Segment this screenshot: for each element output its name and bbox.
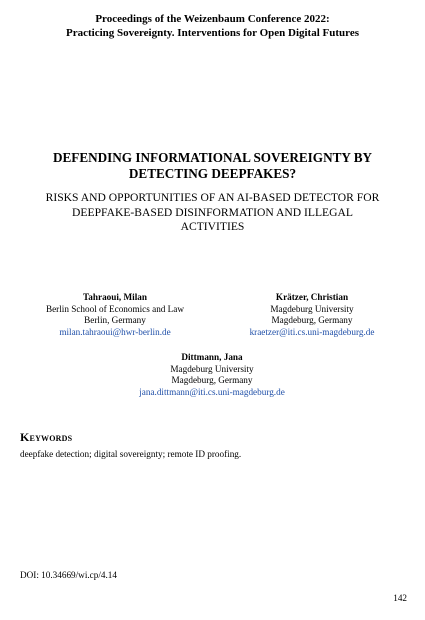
paper-subtitle-line-3: ACTIVITIES	[180, 220, 245, 233]
author-location: Magdeburg, Germany	[171, 375, 253, 385]
keywords-heading: Keywords	[20, 430, 73, 444]
paper-title-line-1: DEFENDING INFORMATIONAL SOVEREIGNTY BY	[52, 150, 373, 165]
keywords-text: deepfake detection; digital sovereignty; remote ID proofing.	[20, 449, 242, 459]
doi-text: DOI: 10.34669/wi.cp/4.14	[20, 570, 117, 580]
paper-subtitle	[18, 191, 407, 235]
page-number: 142	[393, 593, 407, 603]
proceedings-line-2: Practicing Sovereignty. Interventions for Open Digital Futures	[65, 27, 359, 39]
author-email-link[interactable]: kraetzer@iti.cs.uni-magdeburg.de	[249, 326, 375, 337]
proceedings-line-1: Proceedings of the Weizenbaum Conference 2022:	[95, 13, 330, 25]
author-location: Magdeburg, Germany	[271, 315, 353, 325]
author-email-link[interactable]: milan.tahraoui@hwr-berlin.de	[59, 326, 171, 337]
author-location: Berlin, Germany	[84, 315, 146, 325]
author-block-tahraoui	[20, 292, 210, 338]
paper-subtitle-line-1: RISKS AND OPPORTUNITIES OF AN AI-BASED DETECTOR FOR	[45, 191, 380, 204]
author-affiliation: Magdeburg University	[270, 303, 354, 314]
author-name: Krätzer, Christian	[275, 292, 349, 302]
author-name: Tahraoui, Milan	[83, 292, 147, 302]
author-block-dittmann	[112, 352, 312, 398]
author-affiliation: Berlin School of Economics and Law	[45, 303, 185, 314]
paper-title-line-2: DETECTING DEEPFAKES?	[128, 166, 297, 181]
author-affiliation: Magdeburg University	[170, 363, 254, 374]
author-name: Dittmann, Jana	[181, 352, 243, 362]
paper-subtitle-line-2: DEEPFAKE-BASED DISINFORMATION AND ILLEGAL	[72, 205, 353, 219]
paper-title	[10, 150, 415, 182]
author-block-kraetzer	[212, 292, 412, 338]
author-email-link[interactable]: jana.dittmann@iti.cs.uni-magdeburg.de	[139, 386, 285, 397]
proceedings-header	[0, 12, 425, 40]
